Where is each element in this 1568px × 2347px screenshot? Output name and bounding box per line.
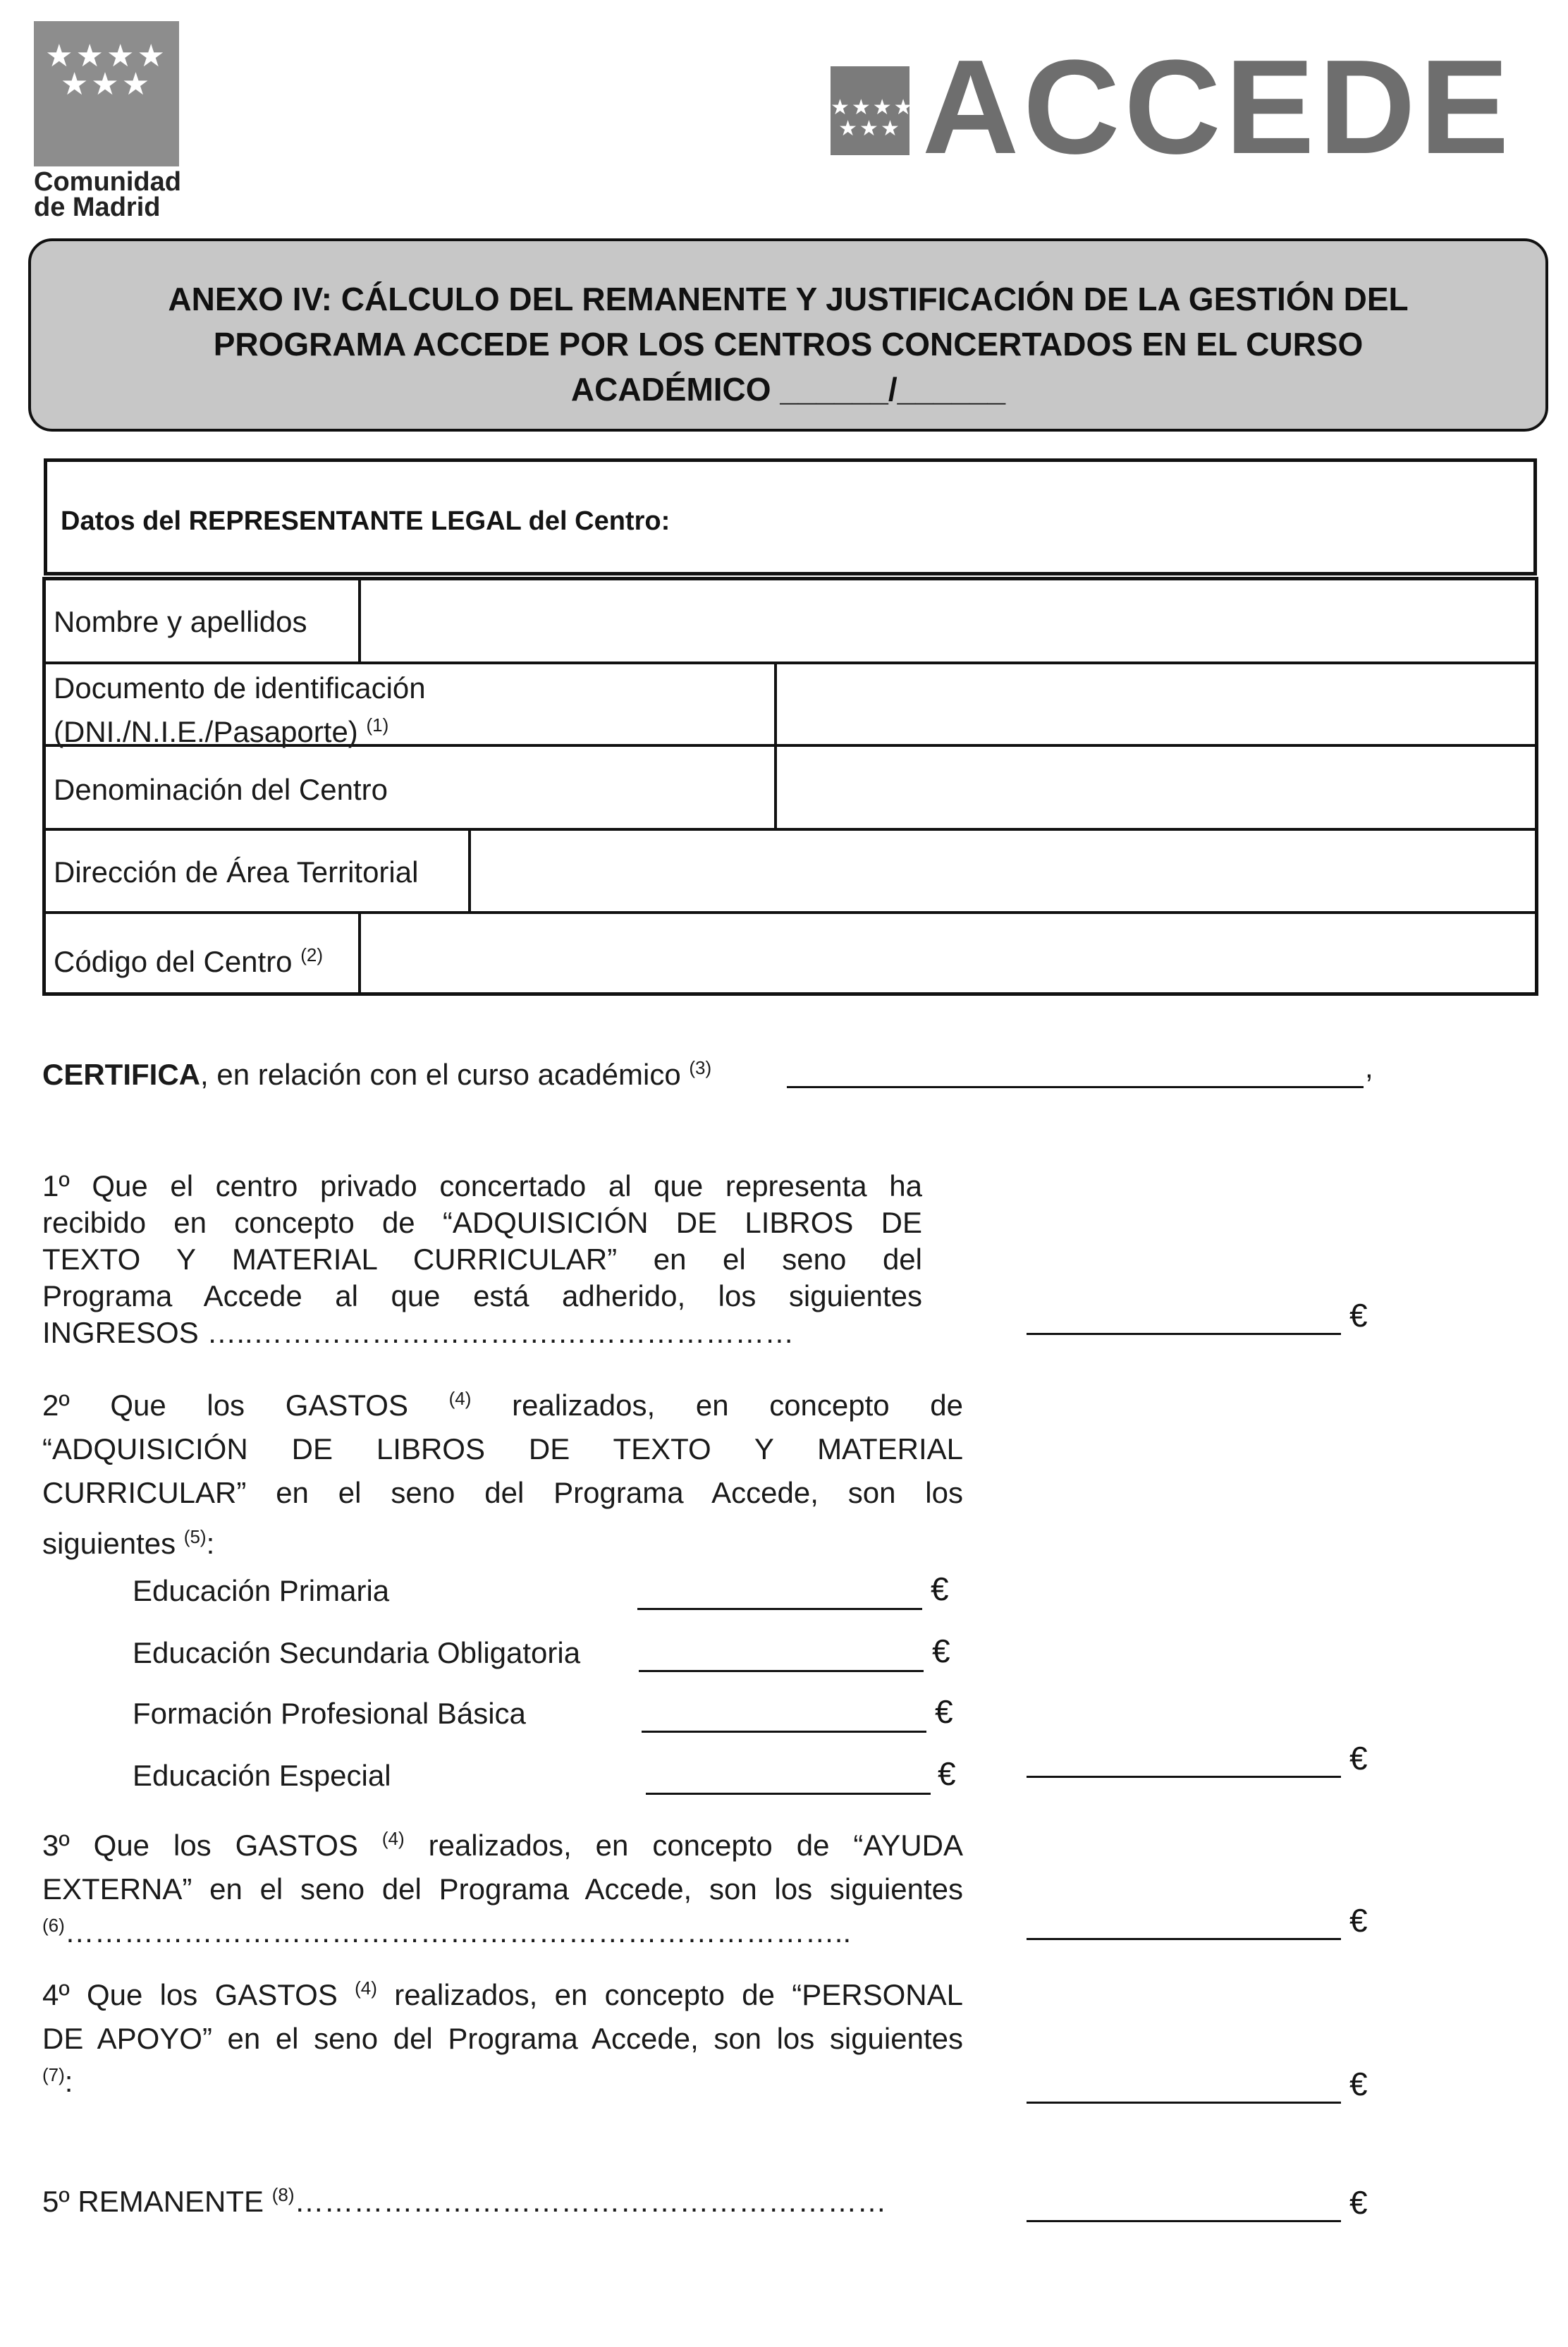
note-ref: (4) <box>355 1977 377 1999</box>
codigo-label: Código del Centro <box>54 945 293 978</box>
nombre-input[interactable] <box>361 580 1531 660</box>
gastos-total-input-line[interactable] <box>1027 1776 1341 1778</box>
personal-apoyo-input-line[interactable] <box>1027 2102 1341 2104</box>
note-ref: (7) <box>42 2064 65 2085</box>
item3-text: 3º Que los GASTOS <box>42 1829 358 1862</box>
certifica-trailing: , <box>1365 1051 1373 1084</box>
breakdown-especial: Educación Especial <box>133 1759 391 1792</box>
euro-symbol: € <box>938 1755 956 1792</box>
item1-line: Programa Accede al que está adherido, los siguientes <box>42 1279 922 1312</box>
documento-input[interactable] <box>777 664 1531 743</box>
euro-symbol: € <box>1349 1902 1368 1939</box>
title-line2: PROGRAMA ACCEDE POR LOS CENTROS CONCERTADOS EN EL CURSO <box>213 326 1364 362</box>
item2-line: CURRICULAR” en el seno del Programa Accede, son los <box>42 1476 963 1509</box>
euro-symbol: € <box>1349 1740 1368 1776</box>
note-ref: (3) <box>689 1057 712 1078</box>
row-label-nombre: Nombre y apellidos <box>54 605 307 638</box>
note-ref: (8) <box>271 2184 295 2205</box>
item4-text: realizados, en concepto de “PERSONAL <box>394 1978 964 2011</box>
item3-text: realizados, en concepto de “AYUDA <box>428 1829 963 1862</box>
documento-line2: (DNI./N.I.E./Pasaporte) <box>54 715 358 748</box>
accede-logo-word: ACCEDE <box>922 32 1514 182</box>
euro-symbol: € <box>1349 2066 1368 2102</box>
row-label-direccion: Dirección de Área Territorial <box>54 855 419 889</box>
item3-paragraph <box>42 1817 963 1949</box>
item3-line: EXTERNA” en el seno del Programa Accede, son los siguientes <box>42 1872 963 1906</box>
note-ref: (5) <box>183 1526 207 1547</box>
note-ref: (4) <box>448 1388 472 1409</box>
item4-text: 4º Que los GASTOS <box>42 1978 338 2011</box>
item3-dots: …………………………………………………………………….. <box>64 1915 852 1949</box>
item2-paragraph <box>42 1377 963 1566</box>
item4-line: DE APOYO” en el seno del Programa Accede, son los siguientes <box>42 2022 963 2055</box>
item1-line: TEXTO Y MATERIAL CURRICULAR” en el seno del <box>42 1243 922 1276</box>
comunidad-line1: Comunidad <box>34 167 181 197</box>
item3-line <box>42 1911 963 1949</box>
curso-input-line[interactable] <box>787 1086 1364 1088</box>
primaria-input-line[interactable] <box>637 1608 922 1610</box>
title-line1: ANEXO IV: CÁLCULO DEL REMANENTE Y JUSTIFICACIÓN DE LA GESTIÓN DEL <box>168 281 1409 317</box>
remanente-dots: …………………………………………………… <box>294 2185 887 2218</box>
remanente-label: 5º REMANENTE <box>42 2185 264 2218</box>
eso-input-line[interactable] <box>639 1670 924 1672</box>
item1-line: 1º Que el centro privado concertado al que representa ha <box>42 1169 922 1202</box>
page-title <box>71 276 1506 412</box>
row-label-documento <box>54 670 426 750</box>
item3-line <box>42 1817 963 1867</box>
fpb-input-line[interactable] <box>642 1731 926 1733</box>
euro-symbol: € <box>931 1571 949 1607</box>
note-ref: (2) <box>300 944 323 965</box>
direccion-input[interactable] <box>471 831 1531 910</box>
ayuda-externa-input-line[interactable] <box>1027 1938 1341 1940</box>
item1-line: recibido en concepto de “ADQUISICIÓN DE LIBROS DE <box>42 1206 922 1239</box>
title-line3: ACADÉMICO ______/______ <box>570 371 1006 408</box>
ingresos-input-line[interactable] <box>1027 1333 1341 1335</box>
comunidad-line2: de Madrid <box>34 193 161 222</box>
remanente-input-line[interactable] <box>1027 2220 1341 2222</box>
item1-line: INGRESOS …..………………………….…………………… <box>42 1316 795 1349</box>
item4-text: : <box>64 2065 73 2098</box>
accede-stars-icon: ★★★★ ★★★ <box>831 96 915 140</box>
euro-symbol: € <box>935 1693 953 1730</box>
item5-line <box>42 2176 887 2220</box>
euro-symbol: € <box>1349 1297 1368 1334</box>
item2-text: : <box>206 1527 215 1560</box>
item2-text: siguientes <box>42 1527 176 1560</box>
euro-symbol: € <box>1349 2184 1368 2221</box>
row-label-codigo <box>54 937 323 980</box>
denominacion-input[interactable] <box>777 748 1531 827</box>
item4-line <box>42 2061 963 2096</box>
item2-text: 2º Que los GASTOS <box>42 1389 408 1422</box>
codigo-input[interactable] <box>361 914 1531 992</box>
item1-paragraph <box>42 1168 922 1351</box>
euro-symbol: € <box>932 1633 950 1669</box>
especial-input-line[interactable] <box>646 1793 931 1795</box>
comunidad-logo-text <box>34 169 181 220</box>
item2-line <box>42 1515 963 1566</box>
note-ref: (6) <box>42 1915 65 1936</box>
representative-heading: Datos del REPRESENTANTE LEGAL del Centro: <box>61 506 670 536</box>
comunidad-stars-icon: ★★★★ ★★★ <box>45 39 168 102</box>
note-ref: (1) <box>366 714 389 736</box>
item4-line <box>42 1966 963 2017</box>
certifica-text: , en relación con el curso académico <box>200 1058 681 1091</box>
note-ref: (4) <box>381 1828 405 1849</box>
item2-line <box>42 1377 963 1427</box>
item2-line: “ADQUISICIÓN DE LIBROS DE TEXTO Y MATERIAL <box>42 1432 963 1465</box>
breakdown-eso: Educación Secundaria Obligatoria <box>133 1636 581 1669</box>
documento-line1: Documento de identificación <box>54 671 426 705</box>
certifica-bold: CERTIFICA <box>42 1058 200 1091</box>
breakdown-fpb: Formación Profesional Básica <box>133 1697 526 1730</box>
row-label-denominacion: Denominación del Centro <box>54 773 388 806</box>
breakdown-primaria: Educación Primaria <box>133 1574 390 1607</box>
item4-paragraph <box>42 1966 963 2096</box>
certifica-line <box>42 1049 711 1093</box>
item2-text: realizados, en concepto de <box>512 1389 964 1422</box>
